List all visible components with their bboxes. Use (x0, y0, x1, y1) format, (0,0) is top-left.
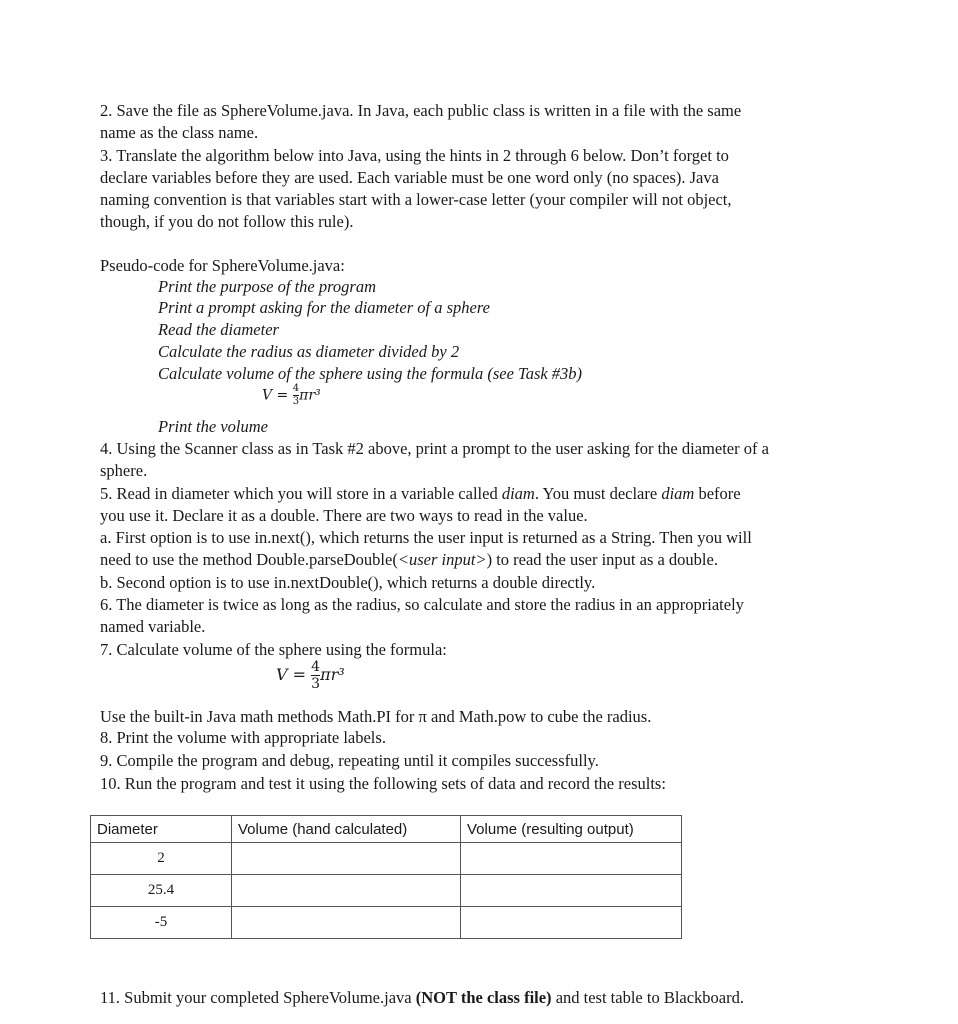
cell-volume-output[interactable] (461, 875, 682, 907)
cell-volume-hand[interactable] (232, 875, 461, 907)
formula-small (262, 384, 321, 407)
line-s7-2: Use the built-in Java math methods Math.PI for π and Math.pow to cube the radius. (100, 707, 652, 726)
line-sb-1: b. Second option is to use in.nextDouble(), which returns a double directly. (100, 573, 596, 592)
formula-lhs: V = (262, 387, 289, 404)
line-sa-1: a. First option is to use in.next(), which returns the user input is returned as a String. Then you will (100, 528, 752, 547)
cell-volume-hand[interactable] (232, 907, 461, 939)
line-s2-2: name as the class name. (100, 123, 259, 142)
formula-rhs: πr³ (299, 387, 321, 404)
line-s8: 8. Print the volume with appropriate labels. (100, 728, 386, 747)
line-s11 (100, 988, 744, 1008)
line-s10: 10. Run the program and test it using the following sets of data and record the results: (100, 774, 666, 793)
test-data-table (90, 815, 682, 939)
cell-diameter: 2 (91, 843, 232, 875)
sa-user-input: <user input> (397, 550, 487, 569)
pseudo-line: Print the purpose of the program (158, 277, 377, 296)
formula-lhs: V = (276, 665, 307, 684)
header-diameter: Diameter (91, 816, 232, 843)
formula-numerator: 4 (311, 659, 321, 675)
line-s4-1: 4. Using the Scanner class as in Task #2 above, print a prompt to the user asking for the diameter of a (100, 439, 769, 458)
formula-numerator: 4 (292, 383, 300, 394)
line-s5-2: you use it. Declare it as a double. There are two ways to read in the value. (100, 506, 588, 525)
line-s9: 9. Compile the program and debug, repeating until it compiles successfully. (100, 751, 599, 770)
cell-volume-output[interactable] (461, 907, 682, 939)
line-s3-1: 3. Translate the algorithm below into Java, using the hints in 2 through 6 below. Don’t forget to (100, 146, 729, 165)
table-header-row (91, 816, 682, 843)
s11-text-a: 11. Submit your completed SphereVolume.java (100, 988, 416, 1007)
s5-var-diam: diam (661, 484, 695, 503)
sa-text-a: need to use the method Double.parseDouble( (100, 550, 398, 569)
cell-volume-hand[interactable] (232, 843, 461, 875)
s5-text-c: before (694, 484, 741, 503)
line-s6-2: named variable. (100, 617, 206, 636)
table-row (91, 907, 682, 939)
pseudo-line-last: Print the volume (158, 417, 268, 436)
line-s3-4: though, if you do not follow this rule). (100, 212, 354, 231)
s11-text-c: and test table to Blackboard. (551, 988, 745, 1007)
line-s3-3: naming convention is that variables start with a lower-case letter (your compiler will not object, (100, 190, 732, 209)
line-s7-1: 7. Calculate volume of the sphere using the formula: (100, 640, 447, 659)
line-s5-1 (100, 484, 741, 504)
s5-text-b: . You must declare (534, 484, 662, 503)
pseudo-heading: Pseudo-code for SphereVolume.java: (100, 256, 345, 275)
pseudo-line: Calculate volume of the sphere using the formula (see Task #3b) (158, 364, 583, 383)
sa-text-c: ) to read the user input as a double. (486, 550, 718, 569)
header-volume-output: Volume (resulting output) (461, 816, 682, 843)
formula-rhs: πr³ (320, 665, 345, 684)
formula-denominator: 3 (292, 396, 300, 407)
s11-bold-note: (NOT the class file) (415, 988, 552, 1007)
cell-volume-output[interactable] (461, 843, 682, 875)
s5-text-a: 5. Read in diameter which you will store in a variable called (100, 484, 502, 503)
s5-var-diam: diam (501, 484, 535, 503)
pseudo-line: Print a prompt asking for the diameter of a sphere (158, 298, 490, 317)
cell-diameter: 25.4 (91, 875, 232, 907)
line-s3-2: declare variables before they are used. Each variable must be one word only (no spaces). Java (100, 168, 719, 187)
cell-diameter: -5 (91, 907, 232, 939)
line-s6-1: 6. The diameter is twice as long as the radius, so calculate and store the radius in an appropriately (100, 595, 744, 614)
table-row (91, 875, 682, 907)
line-sa-2 (100, 550, 718, 570)
table-row (91, 843, 682, 875)
header-volume-hand: Volume (hand calculated) (232, 816, 461, 843)
line-s4-2: sphere. (100, 461, 148, 480)
formula-denominator: 3 (311, 676, 321, 692)
formula-large (276, 660, 345, 691)
pseudo-line: Calculate the radius as diameter divided by 2 (158, 342, 460, 361)
line-s2-1: 2. Save the file as SphereVolume.java. In Java, each public class is written in a file with the same (100, 101, 742, 120)
pseudo-line: Read the diameter (158, 320, 279, 339)
